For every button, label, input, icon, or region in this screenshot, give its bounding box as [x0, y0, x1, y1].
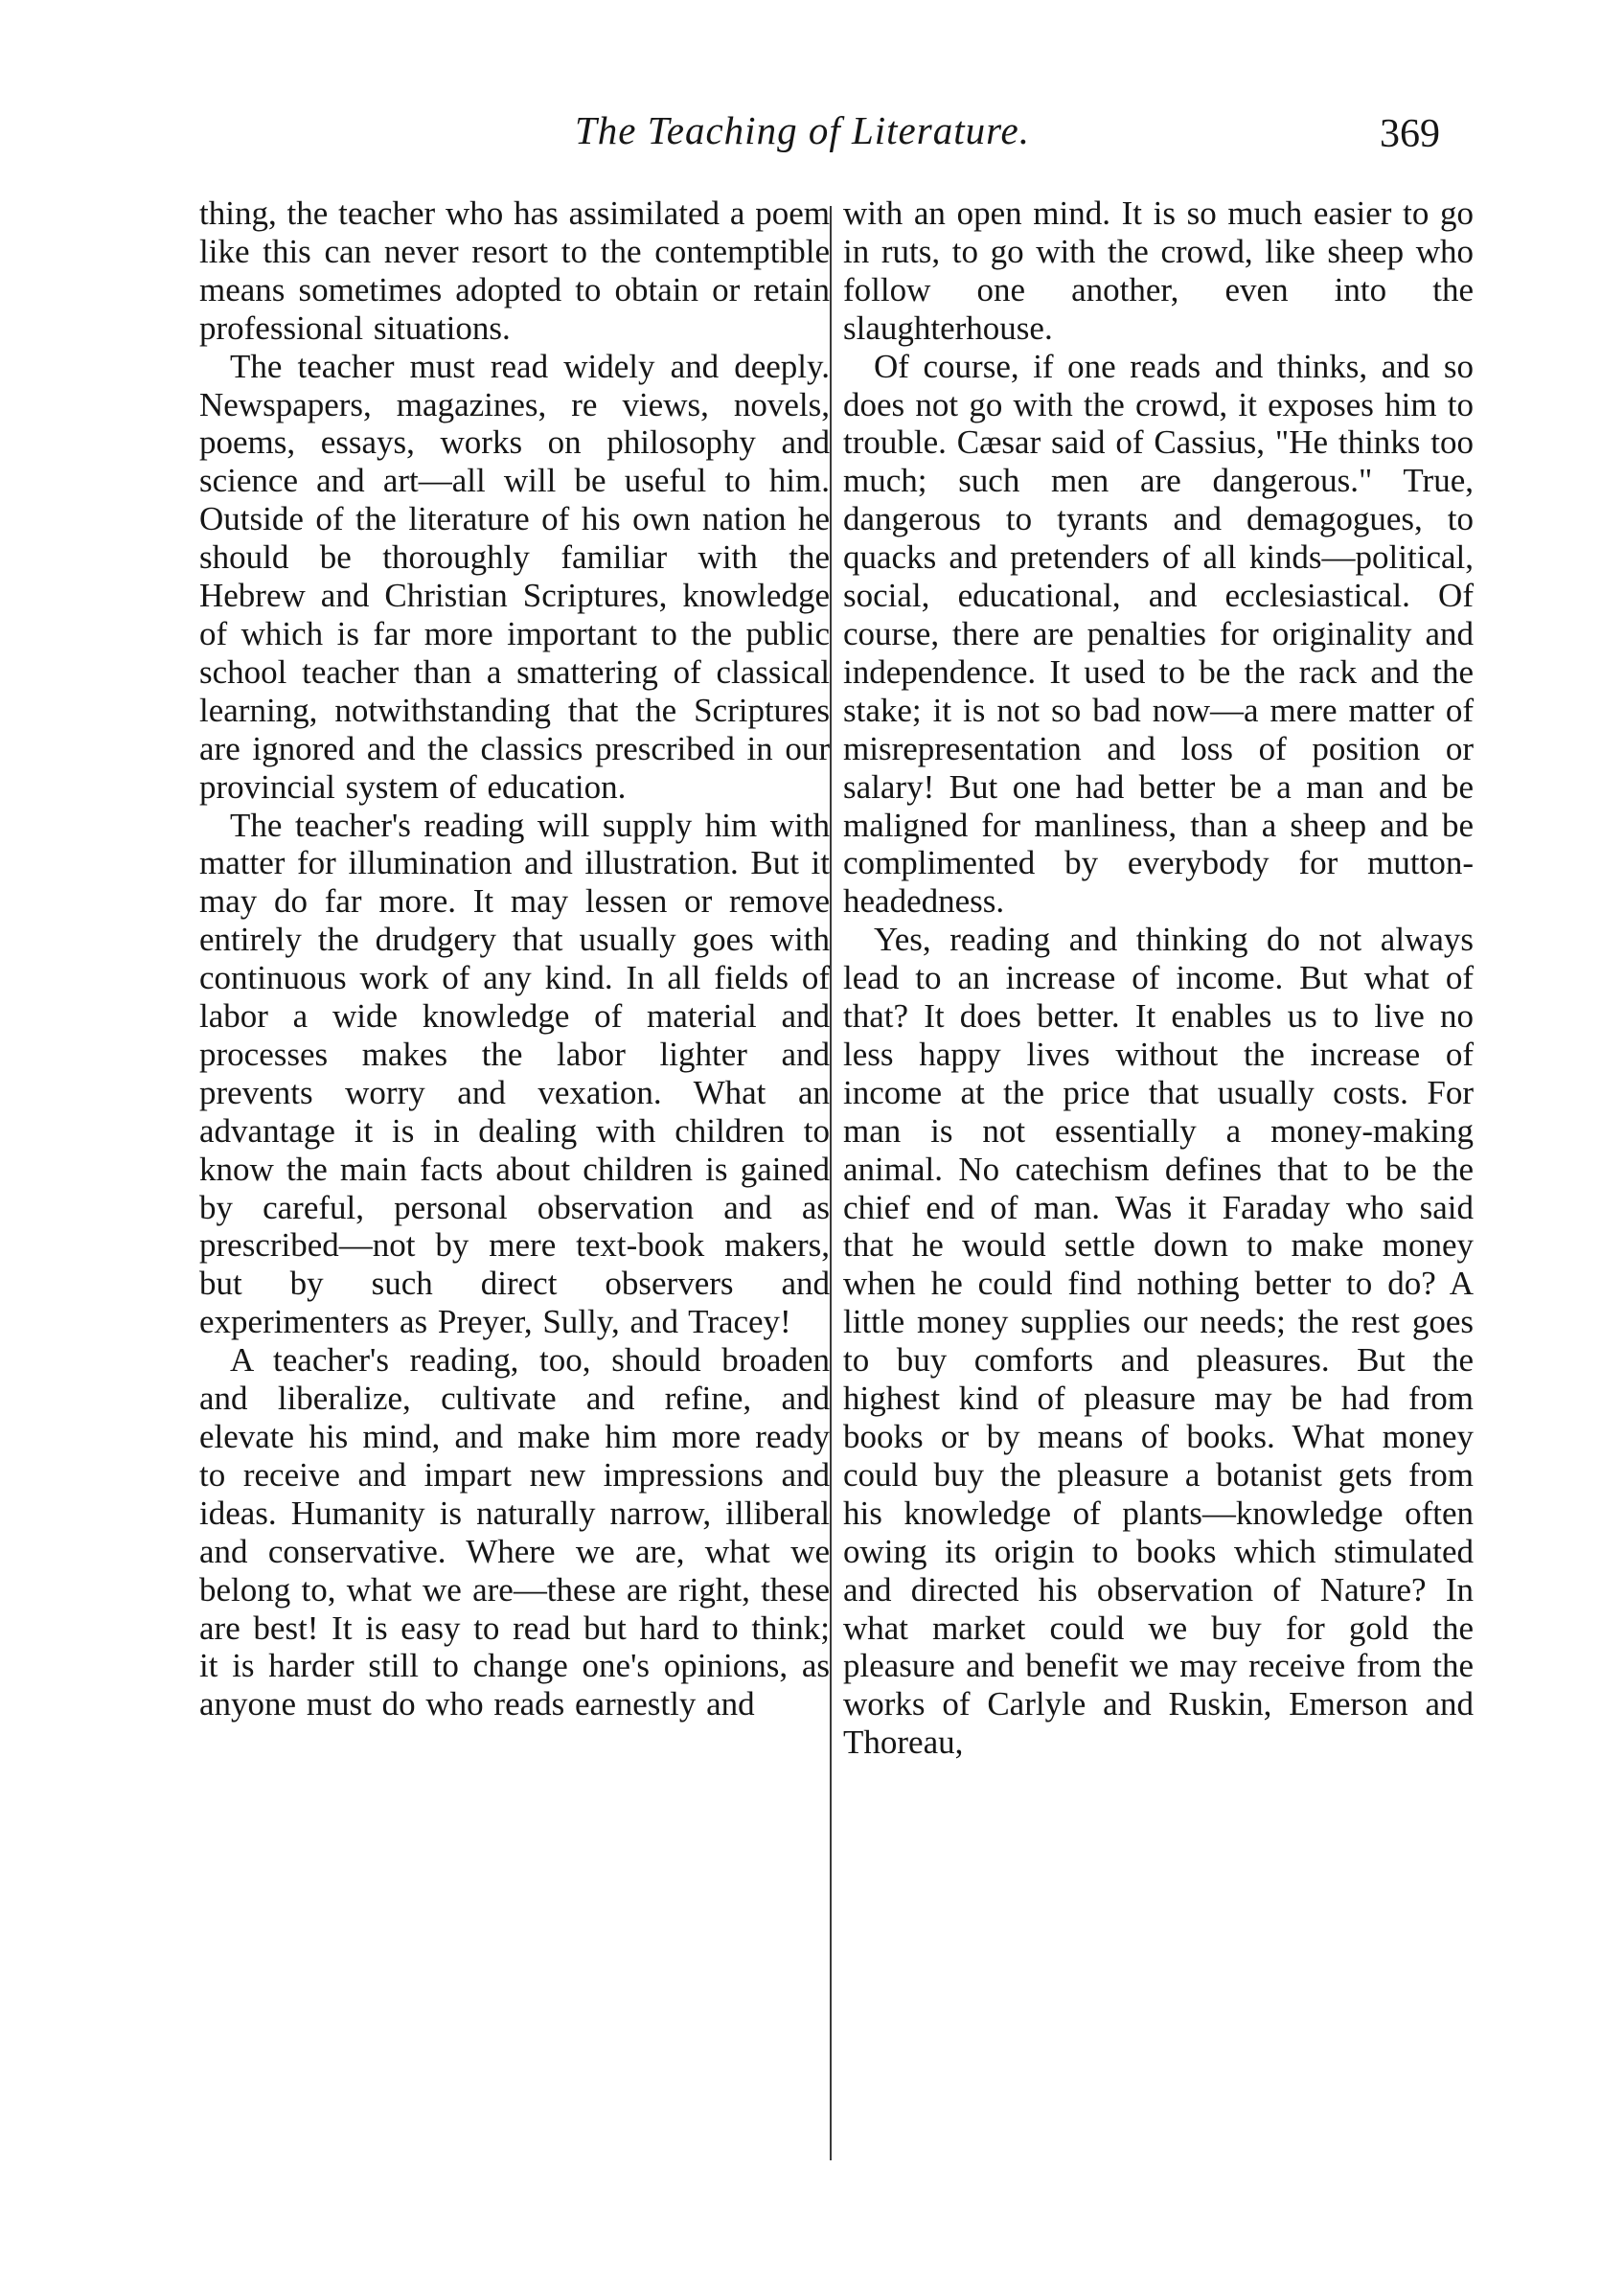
- paragraph: with an open mind. It is so much easier to go in ruts, to go with the crowd, like sheep who follow one another, even into the slaughterhouse.: [843, 194, 1474, 347]
- running-title: The Teaching of Literature.: [575, 108, 1030, 152]
- paragraph: The teacher's reading will supply him with matter for illumination and illustration. But it may do far more. It may lessen or remove entirely the drudgery that usually goes with continuous work of any kind. In all fields of labor a wide knowledge of material and processes makes the labor lighter and prevents worry and vexation. What an advantage it is in dealing with children to know the main facts about children is gained by careful, personal observation and as prescribed—not by mere text-book makers, but by such direct observers and experimenters as Preyer, Sully, and Tracey!: [199, 806, 830, 1341]
- running-head: [0, 107, 1624, 165]
- left-column: [199, 194, 830, 1723]
- right-column: [843, 194, 1474, 1762]
- paragraph: Of course, if one reads and thinks, and so does not go with the crowd, it exposes him to trouble. Cæsar said of Cassius, "He thinks too much; such men are dangerous." True, dangerous to tyrants and demagogues, to quacks and pretenders of all kinds—political, social, educational, and ecclesiastical. Of course, there are penalties for originality and independence. It used to be the rack and the stake; it is not so bad now—a mere matter of misrepresentation and loss of position or salary! But one had better be a man and be maligned for manliness, than a sheep and be complimented by everybody for mutton-headedness.: [843, 347, 1474, 921]
- page-number: 369: [1380, 112, 1440, 156]
- paragraph: Yes, reading and thinking do not always lead to an increase of income. But what of that? It does better. It enables us to live no less happy lives without the increase of income at the price that usually costs. For man is not essentially a money-making animal. No catechism defines that to be the chief end of man. Was it Faraday who said that he would settle down to make money when he could find nothing better to do? A little money supplies our needs; the rest goes to buy comforts and pleasures. But the highest kind of pleasure may be had from books or by means of books. What money could buy the pleasure a botanist gets from his knowledge of plants—knowledge often owing its origin to books which stimulated and directed his observation of Nature? In what market could we buy for gold the pleasure and benefit we may receive from the works of Carlyle and Ruskin, Emerson and Thoreau,: [843, 921, 1474, 1762]
- paragraph: A teacher's reading, too, should broaden and liberalize, cultivate and refine, and elevate his mind, and make him more ready to receive and impart new impressions and ideas. Humanity is naturally narrow, illiberal and conservative. Where we are, what we belong to, what we are—these are right, these are best! It is easy to read but hard to think; it is harder still to change one's opinions, as anyone must do who reads earnestly and: [199, 1341, 830, 1723]
- paragraph: The teacher must read widely and deeply. Newspapers, magazines, re views, novels, poems, essays, works on philosophy and science and art—all will be useful to him. Outside of the literature of his own nation he should be thoroughly familiar with the Hebrew and Christian Scriptures, knowledge of which is far more important to the public school teacher than a smattering of classical learning, notwithstanding that the Scriptures are ignored and the classics prescribed in our provincial system of education.: [199, 347, 830, 806]
- column-rule: [830, 206, 832, 2160]
- paragraph: thing, the teacher who has assimilated a poem like this can never resort to the contemptible means sometimes adopted to obtain or retain professional situations.: [199, 194, 830, 347]
